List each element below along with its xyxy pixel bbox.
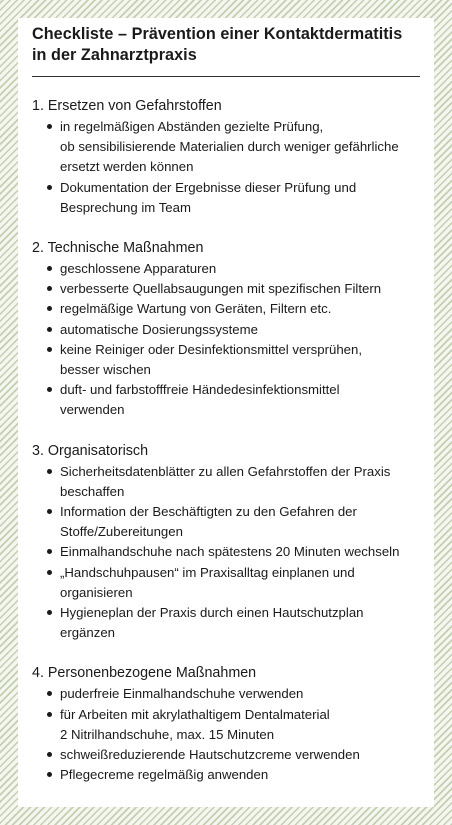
list-item-line: beschaffen bbox=[60, 483, 125, 499]
checklist-panel bbox=[18, 18, 434, 807]
list-item-line: automatische Dosierungssysteme bbox=[60, 321, 258, 337]
list-item bbox=[47, 542, 420, 562]
list-item-line: duft- und farbstofffreie Händedesinfektionsmittel bbox=[60, 382, 340, 398]
list-item-line: Hygieneplan der Praxis durch einen Hautschutzplan bbox=[60, 605, 364, 621]
section-heading: 4. Personenbezogene Maßnahmen bbox=[32, 665, 257, 682]
bullet-list bbox=[32, 462, 420, 644]
list-item-line: verwenden bbox=[60, 402, 125, 418]
bullet-dot-icon bbox=[47, 347, 52, 352]
bullet-list bbox=[32, 684, 420, 785]
list-item-line: für Arbeiten mit akrylathaltigem Dentalmaterial bbox=[60, 706, 330, 722]
list-item-line: besser wischen bbox=[60, 362, 151, 378]
section-heading: 2. Technische Maßnahmen bbox=[32, 240, 204, 257]
list-item-line: schweißreduzierende Hautschutzcreme verwenden bbox=[60, 747, 360, 763]
list-item-line: Information der Beschäftigten zu den Gefahren der bbox=[60, 504, 357, 520]
title-line-1: Checkliste – Prävention einer Kontaktdermatitis bbox=[32, 25, 403, 43]
list-item bbox=[47, 279, 420, 299]
section-heading: 3. Organisatorisch bbox=[32, 442, 149, 459]
bullet-dot-icon bbox=[47, 185, 52, 190]
bullet-dot-icon bbox=[47, 509, 52, 514]
bullet-dot-icon bbox=[47, 712, 52, 717]
list-item bbox=[47, 684, 420, 704]
bullet-dot-icon bbox=[47, 387, 52, 392]
list-item bbox=[47, 320, 420, 340]
list-item-line: ergänzen bbox=[60, 625, 115, 641]
bullet-dot-icon bbox=[47, 327, 52, 332]
list-item-line: „Handschuhpausen“ im Praxisalltag einplanen und bbox=[60, 564, 355, 580]
bullet-dot-icon bbox=[47, 570, 52, 575]
list-item-line: in regelmäßigen Abständen gezielte Prüfung, bbox=[60, 119, 324, 134]
list-item bbox=[47, 117, 420, 178]
list-item-line: puderfreie Einmalhandschuhe verwenden bbox=[60, 686, 304, 702]
list-item-line: Besprechung im Team bbox=[60, 199, 191, 215]
checklist-section bbox=[32, 96, 420, 218]
checklist-section bbox=[32, 441, 420, 644]
list-item-line: verbesserte Quellabsaugungen mit spezifischen Filtern bbox=[60, 281, 382, 297]
list-item bbox=[47, 299, 420, 319]
list-item bbox=[47, 563, 420, 603]
list-item-line: Pflegecreme regelmäßig anwenden bbox=[60, 767, 269, 783]
list-item-line: 2 Nitrilhandschuhe, max. 15 Minuten bbox=[60, 726, 275, 742]
list-item-line: Einmalhandschuhe nach spätestens 20 Minuten wechseln bbox=[60, 544, 400, 560]
bullet-dot-icon bbox=[47, 286, 52, 291]
list-item-line: Dokumentation der Ergebnisse dieser Prüfung und bbox=[60, 179, 357, 195]
list-item-line: organisieren bbox=[60, 584, 133, 600]
bullet-dot-icon bbox=[47, 752, 52, 757]
bullet-dot-icon bbox=[47, 266, 52, 271]
bullet-list bbox=[32, 259, 420, 421]
bullet-dot-icon bbox=[47, 772, 52, 777]
bullet-list bbox=[32, 117, 420, 218]
list-item-line: Sicherheitsdatenblätter zu allen Gefahrstoffen der Praxis bbox=[60, 463, 391, 479]
list-item bbox=[47, 745, 420, 765]
list-item bbox=[47, 705, 420, 745]
list-item bbox=[47, 340, 420, 380]
bullet-dot-icon bbox=[47, 469, 52, 474]
bullet-dot-icon bbox=[47, 306, 52, 311]
list-item bbox=[47, 765, 420, 785]
list-item bbox=[47, 259, 420, 279]
checklist-section bbox=[32, 663, 420, 785]
list-item bbox=[47, 462, 420, 502]
section-heading: 1. Ersetzen von Gefahrstoffen bbox=[32, 98, 222, 114]
list-item bbox=[47, 380, 420, 420]
list-item-line: ob sensibilisierende Materialien durch weniger gefährliche bbox=[60, 139, 399, 155]
list-item bbox=[47, 178, 420, 218]
checklist-section bbox=[32, 238, 420, 421]
sections-container bbox=[32, 96, 420, 785]
list-item-line: keine Reiniger oder Desinfektionsmittel versprühen, bbox=[60, 341, 362, 357]
title-line-2: in der Zahnarztpraxis bbox=[32, 46, 197, 64]
bullet-dot-icon bbox=[47, 691, 52, 696]
list-item-line: geschlossene Apparaturen bbox=[60, 261, 217, 277]
list-item bbox=[47, 603, 420, 643]
bullet-dot-icon bbox=[47, 124, 52, 129]
checklist-title bbox=[32, 24, 420, 77]
list-item-line: Stoffe/Zubereitungen bbox=[60, 524, 183, 540]
list-item-line: regelmäßige Wartung von Geräten, Filtern etc. bbox=[60, 301, 332, 317]
bullet-dot-icon bbox=[47, 610, 52, 615]
list-item-line: ersetzt werden können bbox=[60, 159, 194, 175]
bullet-dot-icon bbox=[47, 549, 52, 554]
list-item bbox=[47, 502, 420, 542]
